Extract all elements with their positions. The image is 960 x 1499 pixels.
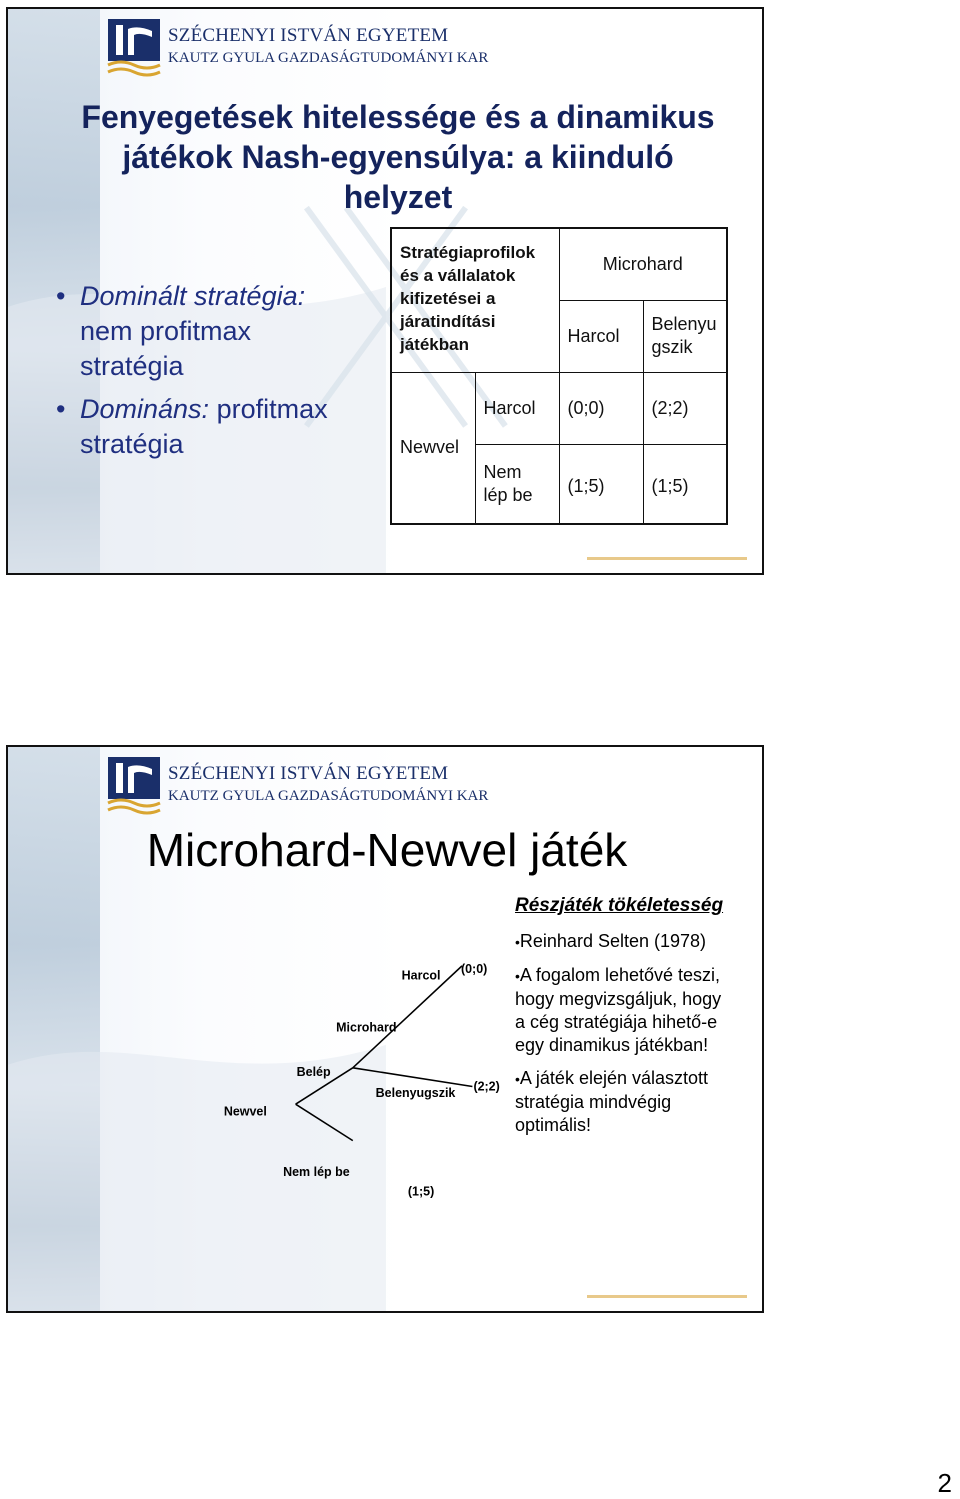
payoff-cell: (1;5) (643, 444, 727, 524)
label-harcol: Harcol (401, 968, 441, 983)
subgame-perfection-list (515, 930, 745, 1147)
action-line: gszik (651, 337, 693, 357)
subgame-perfection-heading: Részjáték tökéletesség (515, 895, 724, 916)
list-line: A játék elején választott (519, 1068, 709, 1088)
label-belep: Belép (296, 1065, 331, 1080)
slide-1-title (48, 97, 748, 217)
corner-line: Stratégiaprofilok (400, 243, 536, 262)
logo-university-name: SZÉCHENYI ISTVÁN EGYETEM (168, 763, 449, 784)
payoff-belenyugszik: (2;2) (473, 1079, 500, 1094)
accent-line (587, 557, 747, 560)
branch-nem-lep-be (296, 1104, 353, 1140)
slide-1 (6, 7, 764, 575)
node-newvel: Newvel (223, 1104, 267, 1119)
payoff-table (390, 227, 728, 525)
slide-2 (6, 745, 764, 1313)
list-line: a cég stratégiája hihető-e (515, 1012, 718, 1032)
corner-line: és a vállalatok (400, 266, 516, 285)
title-line: játékok Nash-egyensúlya: a kiinduló (122, 139, 674, 175)
bullet-text: nem profitmax (80, 316, 252, 346)
column-action-harcol: Harcol (559, 300, 643, 372)
payoff-cell: (0;0) (559, 372, 643, 444)
bullet-dominated (52, 279, 372, 384)
title-line: Fenyegetések hitelessége és a dinamikus (81, 99, 715, 135)
bullet-term: Dominált stratégia: (80, 281, 306, 311)
logo-faculty-name: KAUTZ GYULA GAZDASÁGTUDOMÁNYI KAR (168, 50, 489, 66)
list-line: hogy megvizsgáljuk, hogy (515, 989, 722, 1009)
payoff-harcol: (0;0) (460, 962, 488, 977)
page-number: 2 (937, 1468, 952, 1498)
row-player: Newvel (391, 372, 475, 524)
title-line: helyzet (343, 179, 453, 215)
list-line: stratégia mindvégig (515, 1092, 672, 1112)
action-line: Belenyu (651, 314, 717, 334)
payoff-cell: (2;2) (643, 372, 727, 444)
logo-faculty-name: KAUTZ GYULA GAZDASÁGTUDOMÁNYI KAR (168, 788, 489, 804)
corner-line: játékban (400, 335, 469, 354)
bullet-text: stratégia (80, 351, 184, 381)
logo-university-name: SZÉCHENYI ISTVÁN EGYETEM (168, 25, 449, 46)
list-line: Reinhard Selten (1978) (519, 931, 707, 951)
logo-mark-icon (108, 755, 160, 815)
bullet-text: stratégia (80, 429, 184, 459)
game-tree (8, 943, 500, 1203)
action-line: Nem (483, 461, 522, 482)
column-action-belenyugszik (643, 300, 727, 372)
slide-2-title: Microhard-Newvel játék (146, 824, 628, 876)
accent-line (587, 1295, 747, 1298)
label-belenyugszik: Belenyugszik (375, 1085, 456, 1100)
bullet-text: profitmax (209, 394, 328, 424)
list-line: optimális! (515, 1115, 592, 1135)
corner-line: kifizetései a (400, 289, 496, 308)
row-action-harcol: Harcol (475, 372, 559, 444)
label-nem-lep-be: Nem lép be (283, 1164, 350, 1179)
list-line: A fogalom lehetővé teszi, (519, 965, 721, 985)
list-line: egy dinamikus játékban! (515, 1035, 709, 1055)
corner-line: járatindítási (400, 312, 496, 331)
payoff-nem-lep-be: (1;5) (407, 1184, 435, 1199)
payoff-cell: (1;5) (559, 444, 643, 524)
university-logo (108, 17, 488, 79)
list-item: •A játék elején választott stratégia mindvégig optimális! (515, 1068, 709, 1135)
bullet-term: Domináns: (80, 394, 210, 424)
strategy-bullets (52, 279, 372, 470)
list-item: •A fogalom lehetővé teszi, hogy megvizsgáljuk, hogy a cég stratégiája hihető-e egy dinamikus játékban! (515, 965, 722, 1055)
bullet-dominant (52, 392, 372, 462)
logo-mark-icon (108, 17, 160, 77)
table-corner-label (391, 228, 559, 372)
university-logo (108, 755, 488, 817)
node-microhard: Microhard (336, 1020, 397, 1035)
action-line: lép be (483, 484, 533, 505)
column-player: Microhard (559, 228, 727, 300)
list-item: •Reinhard Selten (1978) (515, 931, 707, 951)
row-action-nem-lep-be (475, 444, 559, 524)
